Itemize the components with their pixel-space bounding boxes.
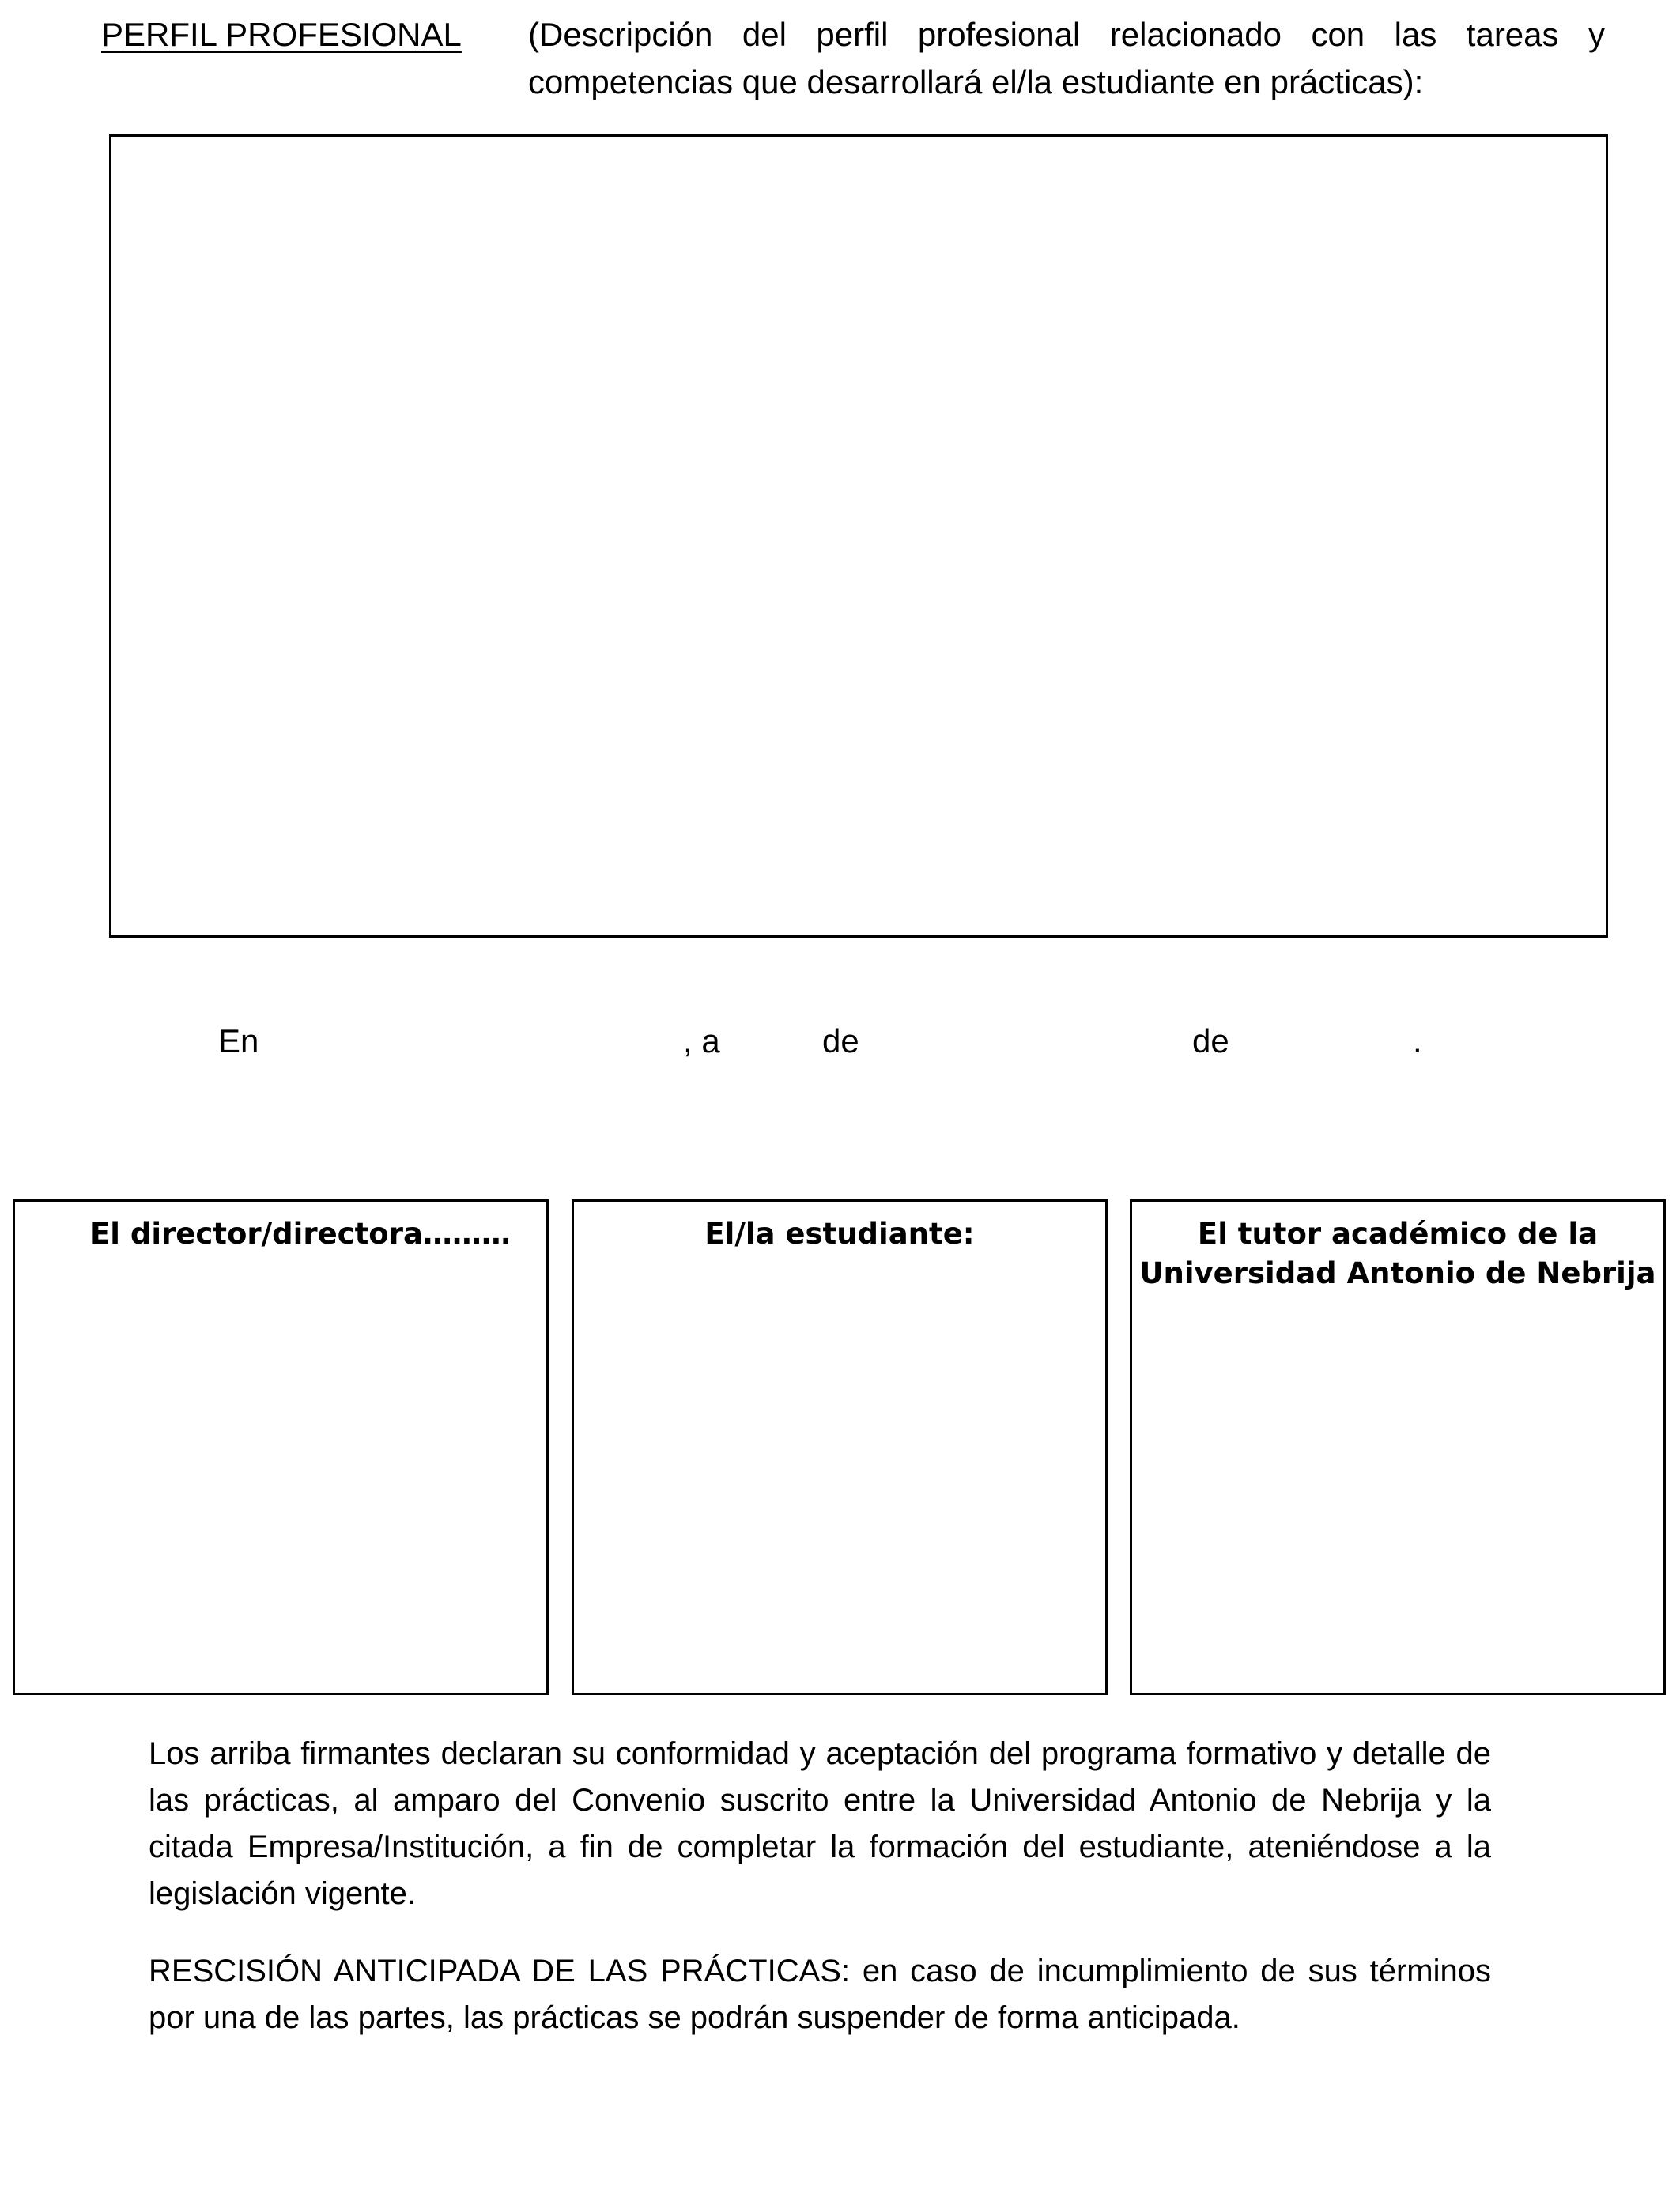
signature-box-student[interactable] [572,1199,1108,1695]
signature-title-tutor: El tutor académico de la Universidad Antonio de Nebrija [1139,1217,1656,1290]
profile-description: (Descripción del perfil profesional relacionado con las tareas y competencias que desarrollará el/la estudiante en prácticas): [528,16,1605,100]
signature-title-director: El director/directora……… [90,1217,511,1251]
rescission-paragraph: RESCISIÓN ANTICIPADA DE LAS PRÁCTICAS: en caso de incumplimiento de sus términos por una de las partes, las prácticas se podrán suspender de forma anticipada. [149,1954,1491,2035]
date-line-period: . [1413,1022,1422,1059]
date-line-de-2: de [1192,1022,1229,1059]
date-line-a: , a [683,1022,720,1059]
signature-title-student: El/la estudiante: [704,1217,975,1251]
profile-description-box[interactable] [109,134,1608,938]
declaration-paragraph: Los arriba firmantes declaran su conformidad y aceptación del programa formativo y detalle de las prácticas, al amparo del Convenio suscrito entre la Universidad Antonio de Nebrija y la citada Empresa/Institución, a fin de completar la formación del estudiante, ateniéndose a la legislación vigente. [149,1736,1491,1911]
date-line-prefix: En [218,1022,259,1059]
date-line-de-1: de [822,1022,859,1059]
profile-label: PERFIL PROFESIONAL [101,16,462,53]
signature-box-director[interactable] [13,1199,549,1695]
signature-box-tutor[interactable] [1130,1199,1666,1695]
